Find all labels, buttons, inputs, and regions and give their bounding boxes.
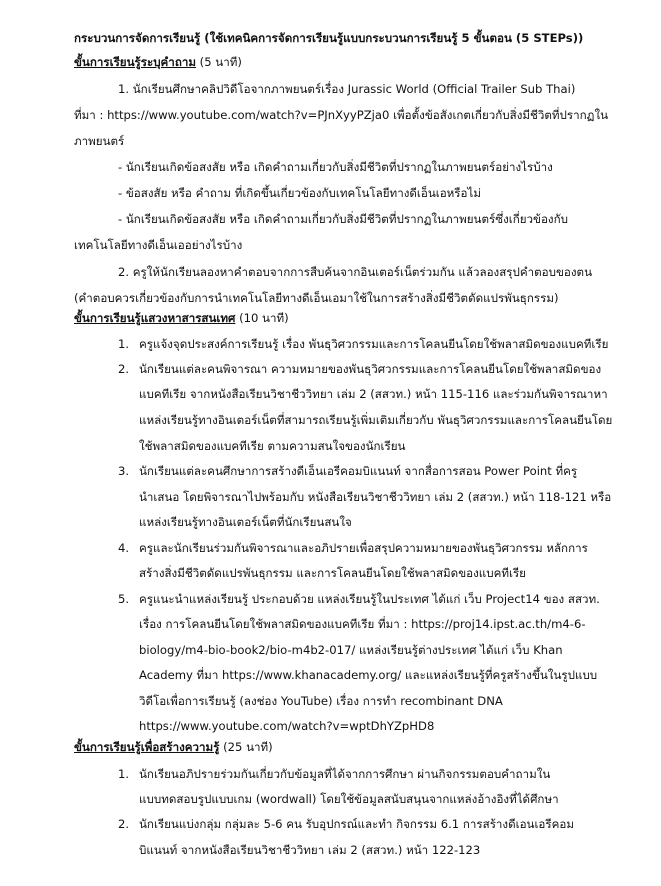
step2-title: ขั้นการเรียนรู้แสวงหาสารสนเทศ bbox=[74, 311, 236, 325]
step2-item-line: แบคทีเรีย จากหนังสือเรียนวิชาชีววิทยา เล่ม 2 (สสวท.) หน้า 115-116 และร่วมกันพิจารณาหา bbox=[139, 387, 608, 401]
step1-title: ขั้นการเรียนรู้ระบุคำถาม bbox=[74, 55, 196, 69]
step1-line: ที่มา : https://www.youtube.com/watch?v=PJnXyyPZja0 เพื่อตั้งข้อสังเกตเกี่ยวกับสิ่งมีชีวิตที่ปรากฏใน bbox=[74, 108, 609, 122]
step1-line: - นักเรียนเกิดข้อสงสัย หรือ เกิดคำถามเกี่ยวกับสิ่งมีชีวิตที่ปรากฏในภาพยนตร์อย่างไรบ้าง bbox=[118, 160, 553, 174]
step1-line: - นักเรียนเกิดข้อสงสัย หรือ เกิดคำถามเกี่ยวกับสิ่งมีชีวิตที่ปรากฏในภาพยนตร์ซึ่งเกี่ยวข้องกับ bbox=[118, 212, 568, 226]
step3-header bbox=[74, 737, 273, 757]
step1-line: 2. ครูให้นักเรียนลองหาคำตอบจากการสืบค้นจากอินเตอร์เน็ตร่วมกัน แล้วลองสรุปคำตอบของตน bbox=[118, 265, 593, 279]
step3-item-number: 2. bbox=[118, 817, 130, 831]
step2-item-line: แหล่งเรียนรู้ทางอินเตอร์เน็ตที่สามารถเรียนรู้เพิ่มเติมเกี่ยวกับ พันธุวิศวกรรมและการโคลนยีนโดย bbox=[139, 413, 613, 427]
step2-item-line: นำเสนอ โดยพิจารณาไปพร้อมกับ หนังสือเรียนวิชาชีววิทยา เล่ม 2 (สสวท.) หน้า 118-121 หรือ bbox=[139, 490, 612, 504]
step1-time: (5 นาที) bbox=[196, 55, 242, 69]
step3-title: ขั้นการเรียนรู้เพื่อสร้างความรู้ bbox=[74, 740, 220, 754]
document-heading: กระบวนการจัดการเรียนรู้ (ใช้เทคนิคการจัดการเรียนรู้แบบกระบวนการเรียนรู้ 5 ขั้นตอน (5 STEPs)) bbox=[74, 31, 584, 45]
step2-item-line: biology/m4-bio-book2/bio-m4b2-017/ แหล่งเรียนรู้ต่างประเทศ ได้แก่ เว็บ Khan bbox=[139, 643, 563, 657]
step2-item-line: แหล่งเรียนรู้ทางอินเตอร์เน็ตที่นักเรียนสนใจ bbox=[139, 515, 352, 529]
step3-item-line: บิแนนท์ จากหนังสือเรียนวิชาชีววิทยา เล่ม 2 (สสวท.) หน้า 122-123 bbox=[139, 843, 481, 857]
step2-item-number: 3. bbox=[118, 464, 130, 478]
step2-item-number: 4. bbox=[118, 541, 130, 555]
step1-line: 1. นักเรียนศึกษาคลิปวิดีโอจากภาพยนตร์เรื่อง Jurassic World (Official Trailer Sub Thai) bbox=[118, 82, 576, 96]
step1-header bbox=[74, 52, 242, 72]
step2-item-line: ใช้พลาสมิดของแบคทีเรีย ตามความสนใจของนักเรียน bbox=[139, 439, 406, 453]
step1-line: เทคโนโลยีทางดีเอ็นเออย่างไรบ้าง bbox=[74, 238, 243, 252]
step2-item-line: นักเรียนแต่ละคนศึกษาการสร้างดีเอ็นเอรีคอมบิแนนท์ จากสื่อการสอน Power Point ที่ครู bbox=[139, 464, 578, 478]
step1-line: ภาพยนตร์ bbox=[74, 134, 125, 148]
step2-item-number: 5. bbox=[118, 592, 130, 606]
step2-item-line: เรื่อง การโคลนยีนโดยใช้พลาสมิดของแบคทีเรีย ที่มา : https://proj14.ipst.ac.th/m4-6- bbox=[139, 617, 586, 631]
step1-line: (คำตอบควรเกี่ยวข้องกับการนำเทคโนโลยีทางดีเอ็นเอมาใช้ในการสร้างสิ่งมีชีวิตดัดแปรพันธุกรรม) bbox=[74, 291, 559, 305]
step2-time: (10 นาที) bbox=[235, 311, 289, 325]
step2-item-line: Academy ที่มา https://www.khanacademy.org/ และแหล่งเรียนรู้ที่ครูสร้างขึ้นในรูปแบบ bbox=[139, 668, 598, 682]
step2-header bbox=[74, 308, 289, 328]
step2-item-line: ครูและนักเรียนร่วมกันพิจารณาและอภิปรายเพื่อสรุปความหมายของพันธุวิศวกรรม หลักการ bbox=[139, 541, 588, 555]
step3-item-line: นักเรียนแบ่งกลุ่ม กลุ่มละ 5-6 คน รับอุปกรณ์และทำ กิจกรรม 6.1 การสร้างดีเอนเอรีคอม bbox=[139, 817, 574, 831]
step2-item-line: ครูแจ้งจุดประสงค์การเรียนรู้ เรื่อง พันธุวิศวกรรมและการโคลนยีนโดยใช้พลาสมิดของแบคทีเรีย bbox=[139, 337, 609, 351]
step3-item-number: 1. bbox=[118, 767, 130, 781]
step2-item-line: https://www.youtube.com/watch?v=wptDhYZpHD8 bbox=[139, 719, 435, 733]
step3-time: (25 นาที) bbox=[219, 740, 273, 754]
step1-line: - ข้อสงสัย หรือ คำถาม ที่เกิดขึ้นเกี่ยวข้องกับเทคโนโลยีทางดีเอ็นเอหรือไม่ bbox=[118, 186, 481, 200]
step2-item-number: 2. bbox=[118, 362, 130, 376]
step2-item-line: ครูแนะนำแหล่งเรียนรู้ ประกอบด้วย แหล่งเรียนรู้ในประเทศ ได้แก่ เว็บ Project14 ของ สสวท. bbox=[139, 592, 600, 606]
step2-item-line: นักเรียนแต่ละคนพิจารณา ความหมายของพันธุวิศวกรรมและการโคลนยีนโดยใช้พลาสมิดของ bbox=[139, 362, 602, 376]
step3-item-line: แบบทดสอบรูปแบบเกม (wordwall) โดยใช้ข้อมูลสนับสนุนจากแหล่งอ้างอิงที่ได้ศึกษา bbox=[139, 792, 559, 806]
step2-item-number: 1. bbox=[118, 337, 130, 351]
step3-item-line: นักเรียนอภิปรายร่วมกันเกี่ยวกับข้อมูลที่ได้จากการศึกษา ผ่านกิจกรรมตอบคำถามใน bbox=[139, 767, 551, 781]
step2-item-line: วิดีโอเพื่อการเรียนรู้ (ลงช่อง YouTube) เรื่อง การทำ recombinant DNA bbox=[139, 694, 503, 708]
step2-item-line: สร้างสิ่งมีชีวิตดัดแปรพันธุกรรม และการโคลนยีนโดยใช้พลาสมิดของแบคทีเรีย bbox=[139, 566, 526, 580]
